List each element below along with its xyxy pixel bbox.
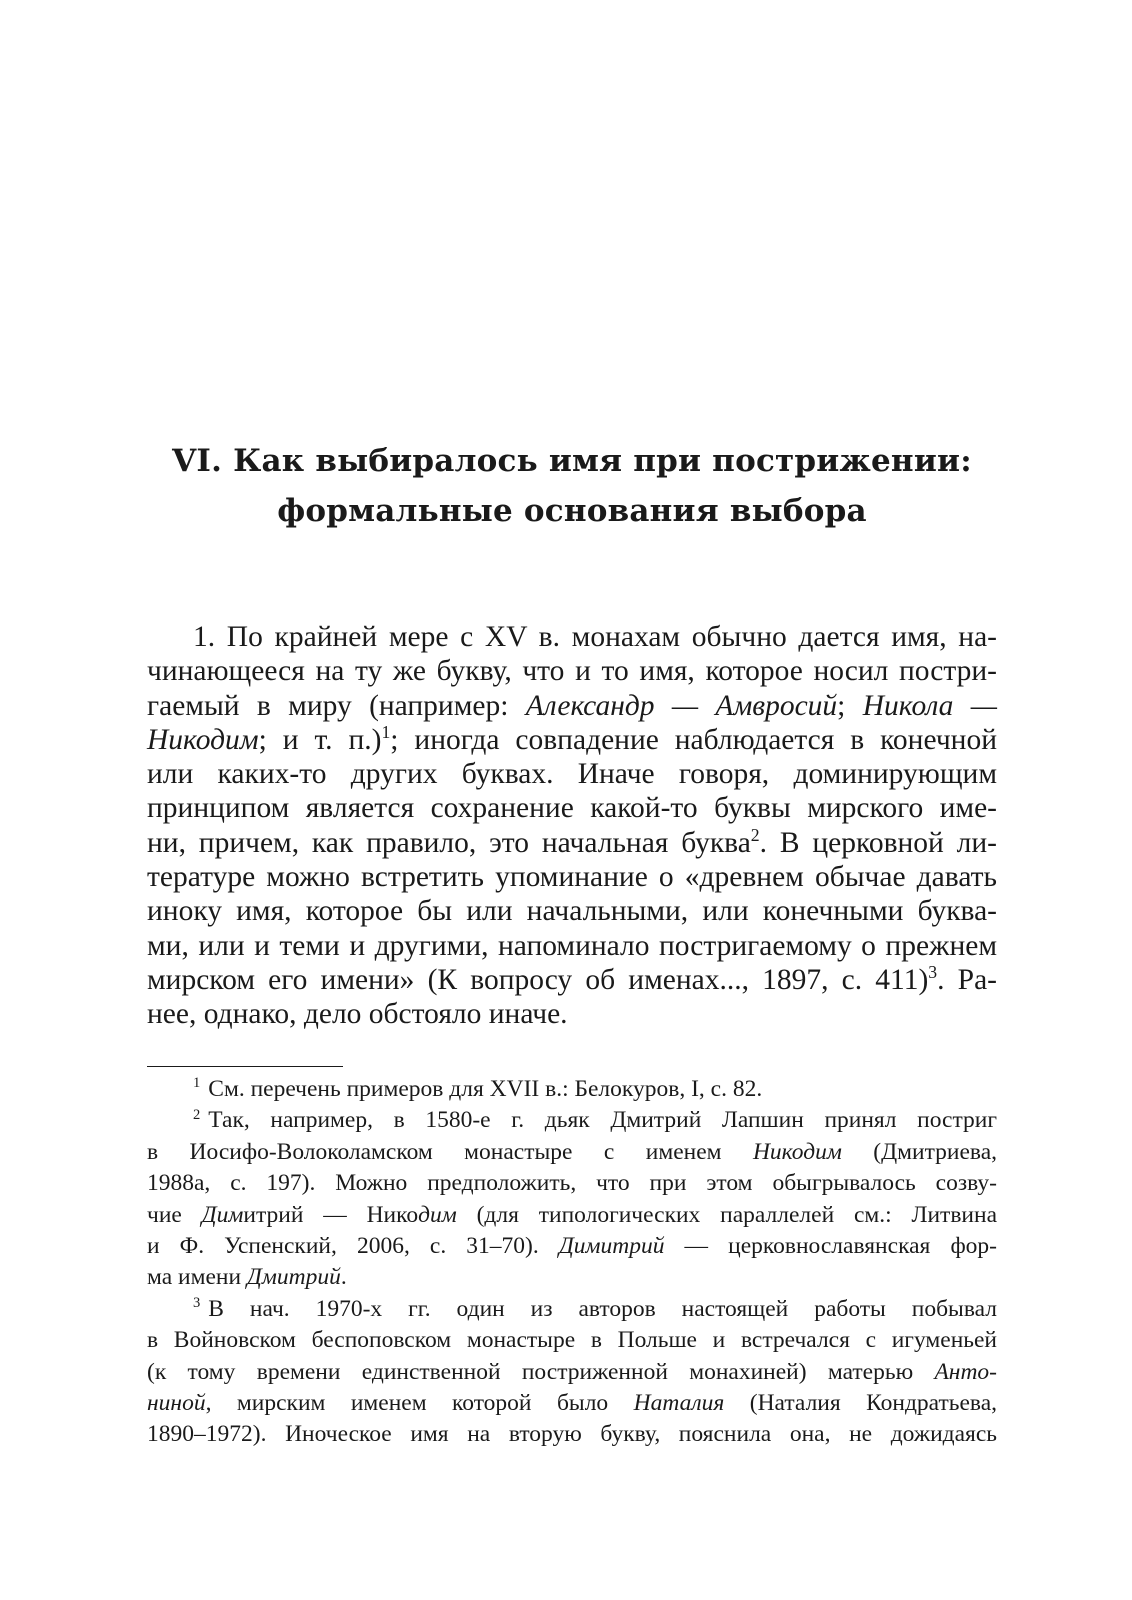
text-line: иноку имя, которое бы или начальными, или конечными буква- xyxy=(147,895,997,928)
text-line: ни, причем, как правило, это начальная буква$^2$. В церковной ли- xyxy=(147,824,997,859)
text-line: мирском его имени» (К вопросу об именах..., 1897, с. 411)$^3$. Ра- xyxy=(147,962,997,996)
italic-name: Александр — Амвросий xyxy=(525,689,838,722)
text-line: ми, или и теми и другими, напоминало постригаемому о прежнем xyxy=(147,929,997,962)
chapter-title-line-1: VI. Как выбиралось имя при пострижении: xyxy=(172,443,972,479)
text-line: принципом является сохранение какой-то буквы мирского име- xyxy=(147,792,997,825)
text-line: чинающееся на ту же букву, что и то имя, которое носил постри- xyxy=(147,655,997,688)
footnotes xyxy=(147,1074,997,1451)
chapter-title xyxy=(147,436,997,536)
chapter-title-line-2: формальные основания выбора xyxy=(277,493,867,529)
footnote-line: в Войновском беспоповском монастыре в Польше и встречался с игуменьей xyxy=(147,1327,997,1354)
text-line: 1. По крайней мере с XV в. монахам обычно дается имя, на- xyxy=(193,621,997,653)
footnote-marker: 1 xyxy=(193,1075,201,1092)
text-line: Никодим; и т. п.)$^1$; иногда совпадение наблюдается в конечной xyxy=(147,722,997,756)
text-line: или каких-то других буквах. Иначе говоря, доминирующим xyxy=(147,758,997,791)
footnote-line: ниной, мирским именем которой было Наталия (Наталия Кондратьева, xyxy=(147,1389,997,1416)
footnote-1: $^1$ См. перечень примеров для XVII в.: Белокуров, I, с. 82. xyxy=(193,1075,763,1102)
footnote-line: 1890–1972). Иноческое имя на вторую букву, пояснила она, не дожидаясь xyxy=(147,1421,997,1448)
footnote-3: $^3$ В нач. 1970-х гг. один из авторов настоящей работы побывал xyxy=(193,1294,997,1322)
footnote-divider xyxy=(147,1066,343,1067)
italic-name: Никола — xyxy=(862,689,998,722)
footnote-line: ма имени Дмитрий. xyxy=(147,1264,347,1291)
footnote-line: и Ф. Успенский, 2006, с. 31–70). Димитрий — церковнославянская фор- xyxy=(147,1232,997,1259)
text-line: нее, однако, дело обстояло иначе. xyxy=(147,998,568,1031)
main-paragraph xyxy=(147,620,997,1032)
footnote-ref: 2 xyxy=(750,824,760,845)
footnote-marker: 2 xyxy=(193,1106,201,1123)
footnote-ref: 1 xyxy=(381,722,391,743)
footnote-line: чие Димитрий — Никодим (для типологических параллелей см.: Литвина xyxy=(147,1201,998,1228)
text-line: гаемый в миру (например: Александр — Амвросий; Никола — xyxy=(147,689,998,722)
footnote-2: $^2$ Так, например, в 1580-е г. дьяк Дмитрий Лапшин принял постриг xyxy=(193,1106,997,1134)
footnote-marker: 3 xyxy=(193,1294,201,1311)
italic-name: Никодим xyxy=(147,723,259,756)
footnote-line: (к тому времени единственной постриженной монахиней) матерью Анто- xyxy=(147,1358,997,1385)
footnote-line: 1988а, с. 197). Можно предположить, что при этом обыгрывалось созву- xyxy=(147,1170,997,1197)
text-line: тературе можно встретить упоминание о «древнем обычае давать xyxy=(147,861,997,894)
footnote-line: в Иосифо-Волоколамском монастыре с именем Никодим (Дмитриева, xyxy=(147,1138,997,1165)
footnote-ref: 3 xyxy=(928,962,938,983)
